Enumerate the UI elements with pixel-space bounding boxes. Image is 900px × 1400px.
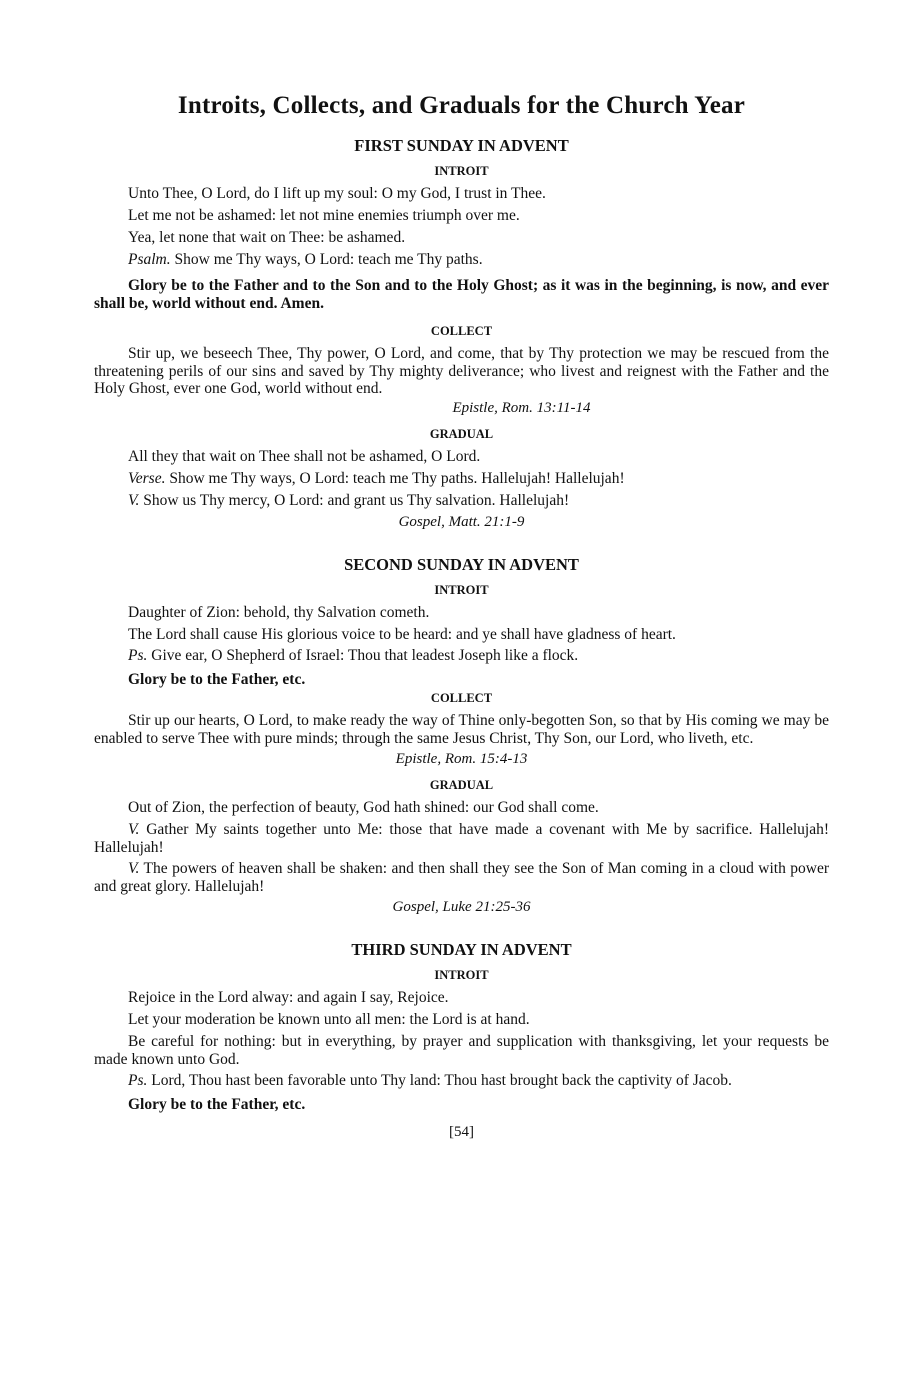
introit-line: Let your moderation be known unto all men: the Lord is at hand. bbox=[128, 1011, 530, 1028]
gospel-reference: Gospel, Matt. 21:1-9 bbox=[398, 513, 525, 530]
gloria-patri: Glory be to the Father, etc. bbox=[128, 1095, 306, 1113]
versicle-text: Show us Thy mercy, O Lord: and grant us Thy salvation. Hallelujah! bbox=[143, 491, 570, 509]
gloria-patri: Glory be to the Father, etc. bbox=[128, 671, 306, 688]
introit-line: Daughter of Zion: behold, thy Salvation cometh. bbox=[128, 603, 430, 621]
introit-heading: INTROIT bbox=[434, 164, 489, 178]
psalm-label: Ps. bbox=[128, 1072, 148, 1089]
introit-line: Unto Thee, O Lord, do I lift up my soul: O my God, I trust in Thee. bbox=[128, 185, 546, 202]
introit-heading: INTROIT bbox=[434, 968, 489, 982]
page-number: [54] bbox=[449, 1123, 474, 1140]
introit-line: The Lord shall cause His glorious voice to be heard: and ye shall have gladness of heart. bbox=[128, 625, 676, 643]
psalm-line bbox=[128, 647, 829, 665]
second-sunday-section bbox=[94, 555, 829, 917]
verse-label: Verse. bbox=[128, 469, 166, 487]
sunday-heading: THIRD SUNDAY IN ADVENT bbox=[351, 940, 572, 959]
psalm-text: Give ear, O Shepherd of Israel: Thou that leadest Joseph like a flock. bbox=[151, 647, 579, 664]
page-title: Introits, Collects, and Graduals for the Church Year bbox=[177, 92, 746, 119]
introit-line: Yea, let none that wait on Thee: be ashamed. bbox=[128, 229, 406, 246]
epistle-reference: Epistle, Rom. 13:11-14 bbox=[452, 399, 591, 416]
psalm-text: Show me Thy ways, O Lord: teach me Thy paths. bbox=[174, 251, 483, 268]
sunday-heading: FIRST SUNDAY IN ADVENT bbox=[354, 136, 569, 155]
introit-heading: INTROIT bbox=[434, 582, 489, 597]
document-page bbox=[94, 92, 829, 1141]
psalm-text: Lord, Thou hast been favorable unto Thy land: Thou hast brought back the captivity of Jacob. bbox=[151, 1072, 732, 1089]
versicle-text: Gather My saints together unto Me: those that have made a covenant with Me by sacrifice. Hallelujah! Hallelujah! bbox=[94, 821, 830, 856]
gloria-patri: Glory be to the Father and to the Son and to the Holy Ghost; as it was in the beginning, is now, and ever shall be, world without end. Amen. bbox=[94, 277, 829, 312]
gradual-line: All they that wait on Thee shall not be ashamed, O Lord. bbox=[128, 447, 481, 465]
versicle-line bbox=[128, 492, 829, 510]
versicle-label: V. bbox=[128, 821, 140, 838]
psalm-line bbox=[94, 1072, 829, 1090]
verse-line bbox=[128, 470, 829, 488]
versicle-label: V. bbox=[128, 860, 140, 877]
versicle-label: V. bbox=[128, 491, 140, 509]
introit-line: Let me not be ashamed: let not mine enemies triumph over me. bbox=[128, 207, 520, 224]
collect-text: Stir up, we beseech Thee, Thy power, O Lord, and come, that by Thy protection we may be rescued from the threatening perils of our sins and saved by Thy mighty deliverance; who livest and reignest with the Father and the Holy Ghost, ever one God, world without end. bbox=[94, 345, 829, 397]
third-sunday-section bbox=[94, 940, 829, 1114]
verse-text: Show me Thy ways, O Lord: teach me Thy paths. Hallelujah! Hallelujah! bbox=[169, 469, 625, 487]
psalm-line bbox=[128, 251, 829, 269]
collect-heading: COLLECT bbox=[430, 324, 493, 338]
epistle-reference: Epistle, Rom. 15:4-13 bbox=[395, 751, 528, 767]
gospel-reference: Gospel, Luke 21:25-36 bbox=[392, 899, 531, 915]
introit-line: Be careful for nothing: but in everything, by prayer and supplication with thanksgiving, let your requests be made known unto God. bbox=[94, 1033, 829, 1068]
gradual-line: Out of Zion, the perfection of beauty, God hath shined: our God shall come. bbox=[128, 799, 599, 816]
versicle-line bbox=[94, 821, 829, 856]
gradual-heading: GRADUAL bbox=[429, 426, 494, 441]
collect-heading: COLLECT bbox=[430, 691, 493, 705]
first-sunday-section bbox=[94, 136, 829, 531]
psalm-label: Ps. bbox=[128, 647, 148, 664]
versicle-text: The powers of heaven shall be shaken: and then shall they see the Son of Man coming in a cloud with power and great glory. Hallelujah! bbox=[94, 860, 829, 895]
psalm-label: Psalm. bbox=[128, 251, 171, 268]
sunday-heading: SECOND SUNDAY IN ADVENT bbox=[344, 554, 579, 574]
introit-line: Rejoice in the Lord alway: and again I say, Rejoice. bbox=[128, 989, 449, 1006]
versicle-line bbox=[94, 860, 829, 895]
collect-text: Stir up our hearts, O Lord, to make ready the way of Thine only-begotten Son, so that by His coming we may be enabled to serve Thee with pure minds; through the same Jesus Christ, Thy Son, our Lord, who liveth, etc. bbox=[94, 712, 829, 747]
gradual-heading: GRADUAL bbox=[429, 778, 494, 792]
